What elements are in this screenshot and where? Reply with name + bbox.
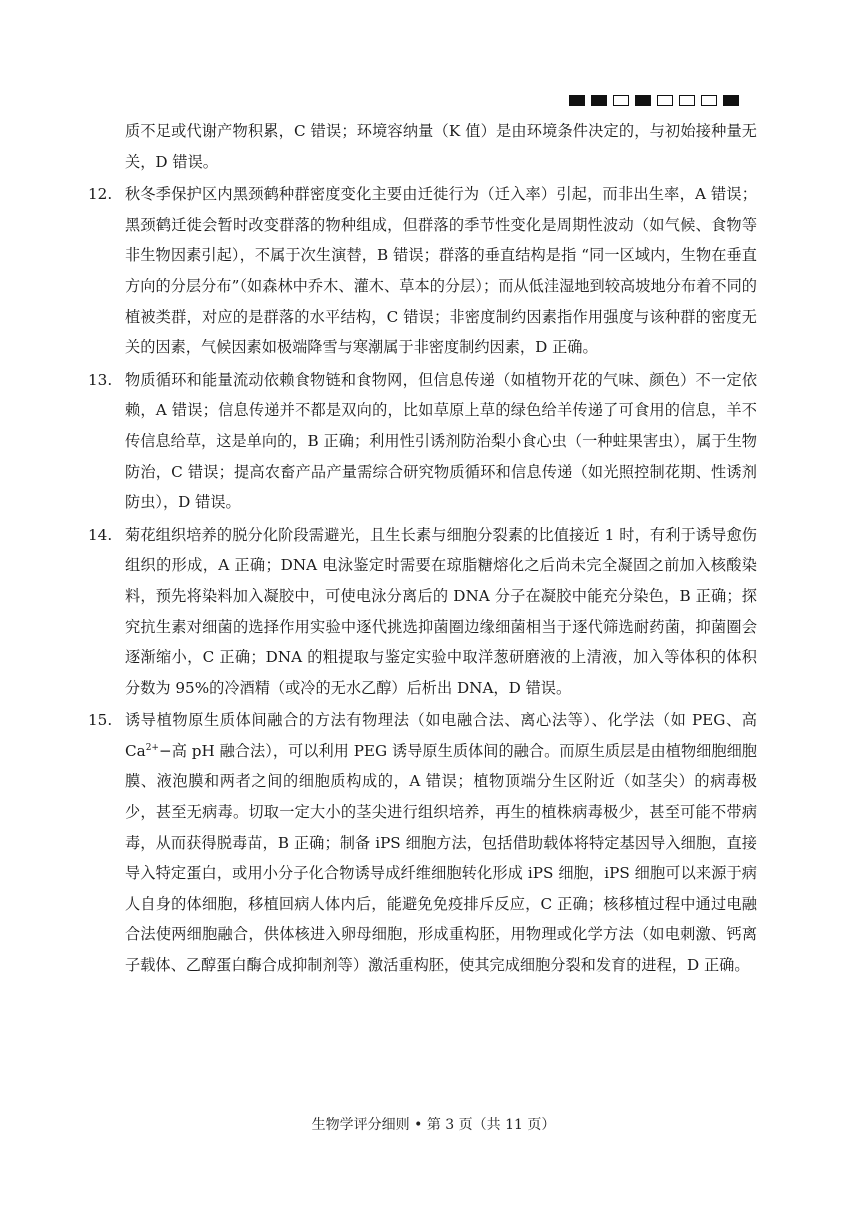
- page-header-marks: [569, 95, 739, 106]
- item-text: 菊花组织培养的脱分化阶段需避光，且生长素与细胞分裂素的比值接近 1 时，有利于诱导愈伤组织的形成，A 正确；DNA 电泳鉴定时需要在琼脂糖熔化之后尚未完全凝固之前加入核酸染料，预先将染料加入凝胶中，可使电泳分离后的 DNA 分子在凝胶中能充分染色，B 正确；探究抗生素对细菌的选择作用实验中逐代挑选抑菌圈边缘细菌相当于逐代筛选耐药菌，抑菌圈会逐渐缩小，C 正确；DNA 的粗提取与鉴定实验中取洋葱研磨液的上清液，加入等体积的体积分数为 95%的冷酒精（或冷的无水乙醇）后析出 DNA，D 错误。: [125, 525, 757, 697]
- header-mark-4: [635, 95, 651, 106]
- header-mark-6: [679, 95, 695, 106]
- header-mark-8: [723, 95, 739, 106]
- header-mark-7: [701, 95, 717, 106]
- item-text: 秋冬季保护区内黑颈鹤种群密度变化主要由迁徙行为（迁入率）引起，而非出生率，A 错误；黑颈鹤迁徙会暂时改变群落的物种组成，但群落的季节性变化是周期性波动（如气候、食物等非生物因素引起），不属于次生演替，B 错误；群落的垂直结构是指 “同一区域内，生物在垂直方向的分层分布”（如森林中乔木、灌木、草本的分层）；而从低洼湿地到较高坡地分布着不同的植被类群，对应的是群落的水平结构，C 错误；非密度制约因素指作用强度与该种群的密度无关的因素，气候因素如极端降雪与寒潮属于非密度制约因素，D 正确。: [125, 185, 757, 357]
- header-mark-5: [657, 95, 673, 106]
- item-text-part-2: −高 pH 融合法），可以利用 PEG 诱导原生质体间的融合。而原生质层是由植物细胞细胞膜、液泡膜和两者之间的细胞质构成的，A 错误；植物顶端分生区附近（如茎尖）的病毒极少，甚至无病毒。切取一定大小的茎尖进行组织培养，再生的植株病毒极少，甚至可能不带病毒，从而获得脱毒苗，B 正确；制备 iPS 细胞方法，包括借助载体将特定基因导入细胞，直接导入特定蛋白，或用小分子化合物诱导成纤维细胞转化形成 iPS 细胞，iPS 细胞可以来源于病人自身的体细胞，移植回病人体内后，能避免免疫排斥反应，C 正确；核移植过程中通过电融合法使两细胞融合，供体核进入卵母细胞，形成重构胚，用物理或化学方法（如电刺激、钙离子载体、乙醇蛋白酶合成抑制剂等）激活重构胚，使其完成细胞分裂和发育的进程，D 正确。: [125, 741, 757, 975]
- header-mark-2: [591, 95, 607, 106]
- item-number: 13.: [88, 370, 113, 389]
- item-text-part-1: 诱导植物原生质体间融合的方法有物理法（如电融合法、离心法等）、化学法（如 PEG、高 Ca: [125, 711, 757, 760]
- answer-item-13: [88, 365, 757, 518]
- item-number: 14.: [88, 525, 113, 544]
- ion-charge-superscript: 2+: [145, 742, 159, 753]
- answer-item-12: [88, 179, 757, 363]
- item-text: 物质循环和能量流动依赖食物链和食物网，但信息传递（如植物开花的气味、颜色）不一定依赖，A 错误；信息传递并不都是双向的，比如草原上草的绿色给羊传递了可食用的信息，羊不传信息给草，这是单向的，B 正确；利用性引诱剂防治梨小食心虫（一种蛀果害虫），属于生物防治，C 错误；提高农畜产品产量需综合研究物质循环和信息传递（如光照控制花期、性诱剂防虫），D 错误。: [125, 370, 757, 512]
- intro-continuation: 质不足或代谢产物积累，C 错误；环境容纳量（K 值）是由环境条件决定的，与初始接种量无关，D 错误。: [125, 122, 757, 171]
- item-text: [125, 705, 757, 980]
- item-number: 12.: [88, 185, 113, 204]
- header-mark-3: [613, 95, 629, 106]
- item-number: 15.: [88, 711, 113, 730]
- header-mark-1: [569, 95, 585, 106]
- page-footer: 生物学评分细则 • 第 3 页（共 11 页）: [311, 1117, 556, 1133]
- answer-content: [88, 116, 757, 983]
- answer-item-14: [88, 520, 757, 704]
- answer-item-15: [88, 705, 757, 980]
